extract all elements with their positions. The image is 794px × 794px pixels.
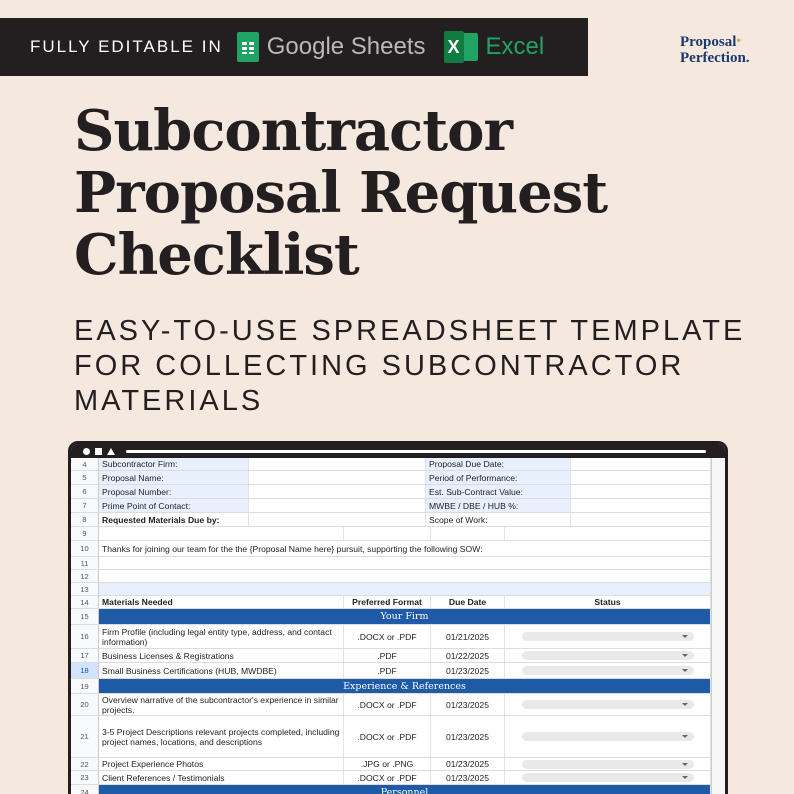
spreadsheet (71, 458, 725, 794)
info-row (71, 485, 711, 499)
cell[interactable] (99, 570, 711, 582)
row-number[interactable]: 21 (71, 716, 99, 757)
info-label: Proposal Number: (99, 485, 249, 498)
excel-icon: X (444, 31, 478, 63)
info-label: Subcontractor Firm: (99, 458, 249, 470)
square-icon (95, 448, 102, 455)
due-date-cell[interactable]: 01/23/2025 (431, 771, 505, 784)
brand-line-2: Perfection. (680, 50, 750, 66)
vertical-scrollbar[interactable] (711, 458, 725, 794)
status-dropdown[interactable] (522, 700, 694, 709)
blank-row (71, 557, 711, 570)
info-value-cell[interactable] (571, 513, 711, 526)
row-number[interactable]: 17 (71, 649, 99, 662)
cell[interactable] (344, 527, 431, 540)
info-value-cell[interactable] (571, 471, 711, 484)
info-value-cell[interactable] (249, 499, 426, 512)
excel-label: Excel (485, 33, 545, 60)
due-date-cell[interactable]: 01/21/2025 (431, 625, 505, 648)
title-line: Checklist (74, 222, 359, 288)
brand-line-1: Proposal (680, 34, 737, 50)
table-row (71, 771, 711, 785)
row-number[interactable]: 14 (71, 596, 99, 608)
row-number[interactable]: 9 (71, 527, 99, 540)
status-cell (505, 771, 711, 784)
section-title: Personnel (99, 785, 711, 794)
title-line: Subcontractor (74, 98, 512, 164)
row-number[interactable]: 18 (71, 663, 99, 678)
spreadsheet-window (68, 441, 728, 794)
row-number[interactable]: 4 (71, 458, 99, 470)
info-value-cell[interactable] (249, 458, 426, 470)
info-value-cell[interactable] (249, 471, 426, 484)
due-date-cell[interactable]: 01/22/2025 (431, 649, 505, 662)
row-number[interactable]: 23 (71, 771, 99, 784)
table-header-row (71, 596, 711, 609)
material-cell[interactable]: Overview narrative of the subcontractor's experience in similar projects. (99, 694, 344, 715)
cell[interactable] (99, 557, 711, 569)
status-cell (505, 649, 711, 662)
table-row (71, 649, 711, 663)
subtitle-line: MATERIALS (74, 385, 264, 417)
info-label: Proposal Due Date: (426, 458, 571, 470)
subtitle-line: EASY-TO-USE SPREADSHEET TEMPLATE (74, 315, 746, 347)
cell[interactable] (431, 527, 505, 540)
material-cell[interactable]: Small Business Certifications (HUB, MWDBE) (99, 663, 344, 678)
format-cell[interactable]: .PDF (344, 663, 431, 678)
cell[interactable] (99, 527, 344, 540)
status-cell (505, 625, 711, 648)
info-row (71, 513, 711, 527)
info-value-cell[interactable] (571, 485, 711, 498)
format-cell[interactable]: .DOCX or .PDF (344, 771, 431, 784)
section-title: Experience & References (99, 679, 711, 693)
header-due-date: Due Date (431, 596, 505, 608)
status-cell (505, 758, 711, 770)
due-date-cell[interactable]: 01/23/2025 (431, 694, 505, 715)
table-row (71, 625, 711, 649)
row-number[interactable]: 5 (71, 471, 99, 484)
status-dropdown[interactable] (522, 760, 694, 769)
title-line: Proposal Request (74, 160, 608, 226)
google-sheets-icon (237, 32, 259, 62)
format-cell[interactable]: .DOCX or .PDF (344, 694, 431, 715)
material-cell[interactable]: Project Experience Photos (99, 758, 344, 770)
row-number[interactable]: 22 (71, 758, 99, 770)
status-dropdown[interactable] (522, 773, 694, 782)
format-cell[interactable]: .DOCX or .PDF (344, 625, 431, 648)
intro-row (71, 541, 711, 557)
info-label: Prime Point of Contact: (99, 499, 249, 512)
triangle-icon (107, 448, 115, 455)
blank-row (71, 583, 711, 596)
section-row (71, 785, 711, 794)
info-label: Period of Performance: (426, 471, 571, 484)
info-row (71, 458, 711, 471)
blank-row (71, 570, 711, 583)
format-cell[interactable]: .JPG or .PNG (344, 758, 431, 770)
header-materials: Materials Needed (99, 596, 344, 608)
blank-row (71, 527, 711, 541)
row-number[interactable]: 15 (71, 609, 99, 624)
status-dropdown[interactable] (522, 651, 694, 660)
material-cell[interactable]: 3-5 Project Descriptions relevant projects completed, including project names, locations, and descriptions (99, 716, 344, 757)
cell[interactable] (505, 527, 711, 540)
row-number[interactable]: 24 (71, 785, 99, 794)
editable-banner (0, 18, 588, 76)
status-cell (505, 663, 711, 678)
circle-icon (83, 448, 90, 455)
info-label: MWBE / DBE / HUB %: (426, 499, 571, 512)
table-row (71, 663, 711, 679)
row-number[interactable]: 19 (71, 679, 99, 693)
table-row (71, 694, 711, 716)
info-value-cell[interactable] (571, 458, 711, 470)
status-dropdown[interactable] (522, 632, 694, 641)
info-label: Scope of Work: (426, 513, 571, 526)
row-number[interactable]: 20 (71, 694, 99, 715)
material-cell[interactable]: Business Licenses & Registrations (99, 649, 344, 662)
subtitle-line: FOR COLLECTING SUBCONTRACTOR (74, 350, 685, 382)
row-number[interactable]: 12 (71, 570, 99, 582)
table-row (71, 758, 711, 771)
section-row (71, 609, 711, 625)
info-value-cell[interactable] (571, 499, 711, 512)
due-date-cell[interactable]: 01/23/2025 (431, 758, 505, 770)
brand-logo: Proposal* Perfection. (680, 34, 750, 66)
format-cell[interactable]: .DOCX or .PDF (344, 716, 431, 757)
info-label: Est. Sub-Contract Value: (426, 485, 571, 498)
material-cell[interactable]: Firm Profile (including legal entity type, address, and contact information) (99, 625, 344, 648)
status-dropdown[interactable] (522, 732, 694, 741)
header-format: Preferred Format (344, 596, 431, 608)
row-number[interactable]: 13 (71, 583, 99, 595)
cell[interactable] (99, 583, 711, 595)
status-dropdown[interactable] (522, 666, 694, 675)
row-number[interactable]: 8 (71, 513, 99, 526)
header-status: Status (505, 596, 711, 608)
google-sheets-label: Google Sheets (266, 33, 426, 60)
due-date-cell[interactable]: 01/23/2025 (431, 716, 505, 757)
row-number[interactable]: 6 (71, 485, 99, 498)
info-value-cell[interactable] (249, 485, 426, 498)
page-title (74, 100, 607, 286)
page-subtitle (74, 314, 745, 419)
row-number[interactable]: 11 (71, 557, 99, 569)
row-number[interactable]: 7 (71, 499, 99, 512)
material-cell[interactable]: Client References / Testimonials (99, 771, 344, 784)
status-cell (505, 694, 711, 715)
table-row (71, 716, 711, 758)
row-number[interactable]: 10 (71, 541, 99, 556)
section-row (71, 679, 711, 694)
info-row (71, 499, 711, 513)
sheet-grid (71, 458, 711, 794)
info-label: Proposal Name: (99, 471, 249, 484)
info-row (71, 471, 711, 485)
info-label: Requested Materials Due by: (99, 513, 249, 526)
section-title: Your Firm (99, 609, 711, 624)
address-bar (126, 450, 706, 453)
info-value-cell[interactable] (249, 513, 426, 526)
banner-lead-text: FULLY EDITABLE IN (30, 37, 223, 56)
status-cell (505, 716, 711, 757)
format-cell[interactable]: .PDF (344, 649, 431, 662)
intro-text[interactable]: Thanks for joining our team for the the {Proposal Name here} pursuit, supporting the following SOW: (99, 541, 711, 556)
window-titlebar (71, 444, 725, 458)
due-date-cell[interactable]: 01/23/2025 (431, 663, 505, 678)
row-number[interactable]: 16 (71, 625, 99, 648)
